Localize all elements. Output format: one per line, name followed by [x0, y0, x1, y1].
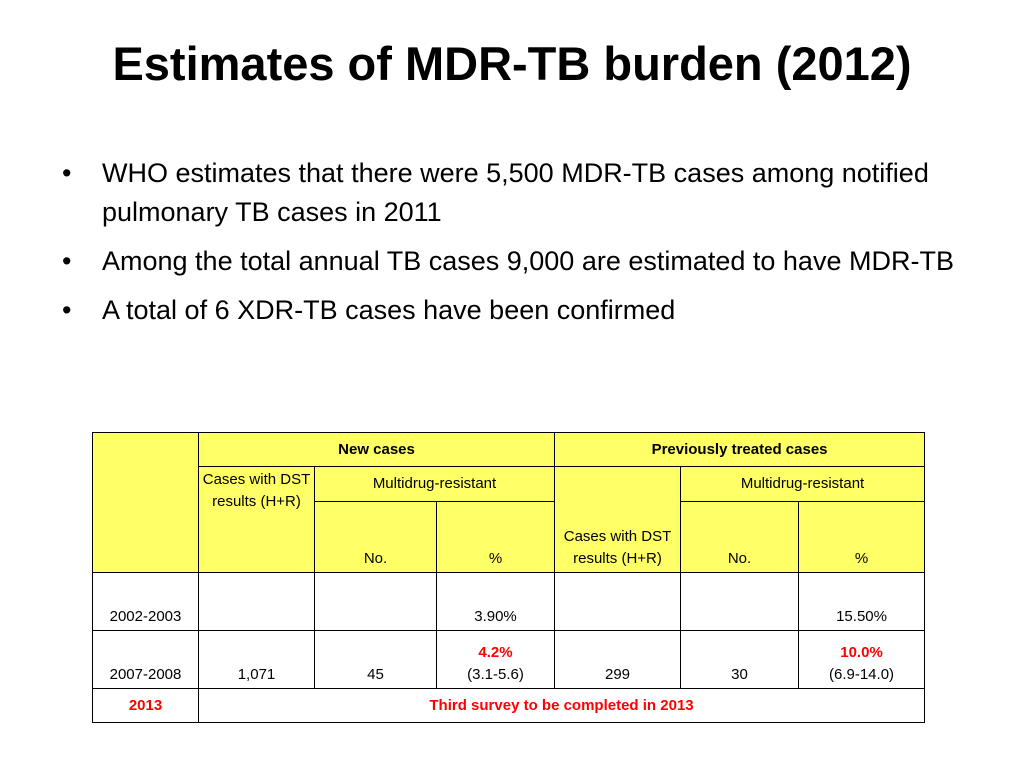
new-pct-value: 4.2%	[478, 644, 513, 661]
mdr-tb-table	[92, 432, 925, 723]
header-new-no: No.	[315, 502, 437, 573]
period-cell: 2002-2003	[93, 573, 199, 631]
bullet-item	[60, 242, 980, 281]
header-corner-cell	[93, 433, 199, 573]
prev-pct-ci: (6.9-14.0)	[829, 666, 895, 683]
survey-note: Third survey to be completed in 2013	[199, 689, 925, 723]
header-prev-no: No.	[681, 502, 799, 573]
slide-title: Estimates of MDR-TB burden (2012)	[112, 37, 912, 90]
new-dst-cell	[199, 573, 315, 631]
new-no-cell	[315, 573, 437, 631]
table-row	[93, 689, 925, 723]
bullet-marker: •	[62, 295, 72, 325]
header-prev-mdr: Multidrug-resistant	[681, 467, 925, 502]
prev-pct-value: 10.0%	[840, 644, 883, 661]
period-cell: 2007-2008	[93, 631, 199, 689]
new-no-cell: 45	[315, 631, 437, 689]
bullet-text: A total of 6 XDR-TB cases have been confirmed	[102, 295, 676, 325]
bullet-list	[60, 154, 980, 340]
prev-pct-cell	[799, 631, 925, 689]
bullet-item	[60, 291, 980, 330]
prev-no-cell	[681, 573, 799, 631]
bullet-item	[60, 154, 980, 232]
prev-pct-value: 15.50%	[836, 608, 887, 625]
new-pct-cell	[437, 631, 555, 689]
table-row	[93, 573, 925, 631]
bullet-text: WHO estimates that there were 5,500 MDR-TB cases among notified pulmonary TB cases in 2011	[102, 158, 929, 227]
prev-dst-cell	[555, 573, 681, 631]
table-row	[93, 631, 925, 689]
header-new-cases: New cases	[199, 433, 555, 467]
new-pct-value: 3.90%	[474, 608, 517, 625]
bullet-text: Among the total annual TB cases 9,000 are estimated to have MDR-TB	[102, 246, 954, 276]
prev-pct-cell	[799, 573, 925, 631]
prev-dst-cell: 299	[555, 631, 681, 689]
new-dst-cell: 1,071	[199, 631, 315, 689]
bullet-marker: •	[62, 158, 72, 188]
bullet-marker: •	[62, 246, 72, 276]
period-cell: 2013	[93, 689, 199, 723]
header-prev-pct: %	[799, 502, 925, 573]
header-new-pct: %	[437, 502, 555, 573]
header-new-dst: Cases with DST results (H+R)	[199, 467, 315, 573]
prev-no-cell: 30	[681, 631, 799, 689]
header-new-mdr: Multidrug-resistant	[315, 467, 555, 502]
header-prev-dst: Cases with DST results (H+R)	[555, 467, 681, 573]
new-pct-ci: (3.1-5.6)	[467, 666, 524, 683]
new-pct-cell	[437, 573, 555, 631]
header-previously-treated: Previously treated cases	[555, 433, 925, 467]
